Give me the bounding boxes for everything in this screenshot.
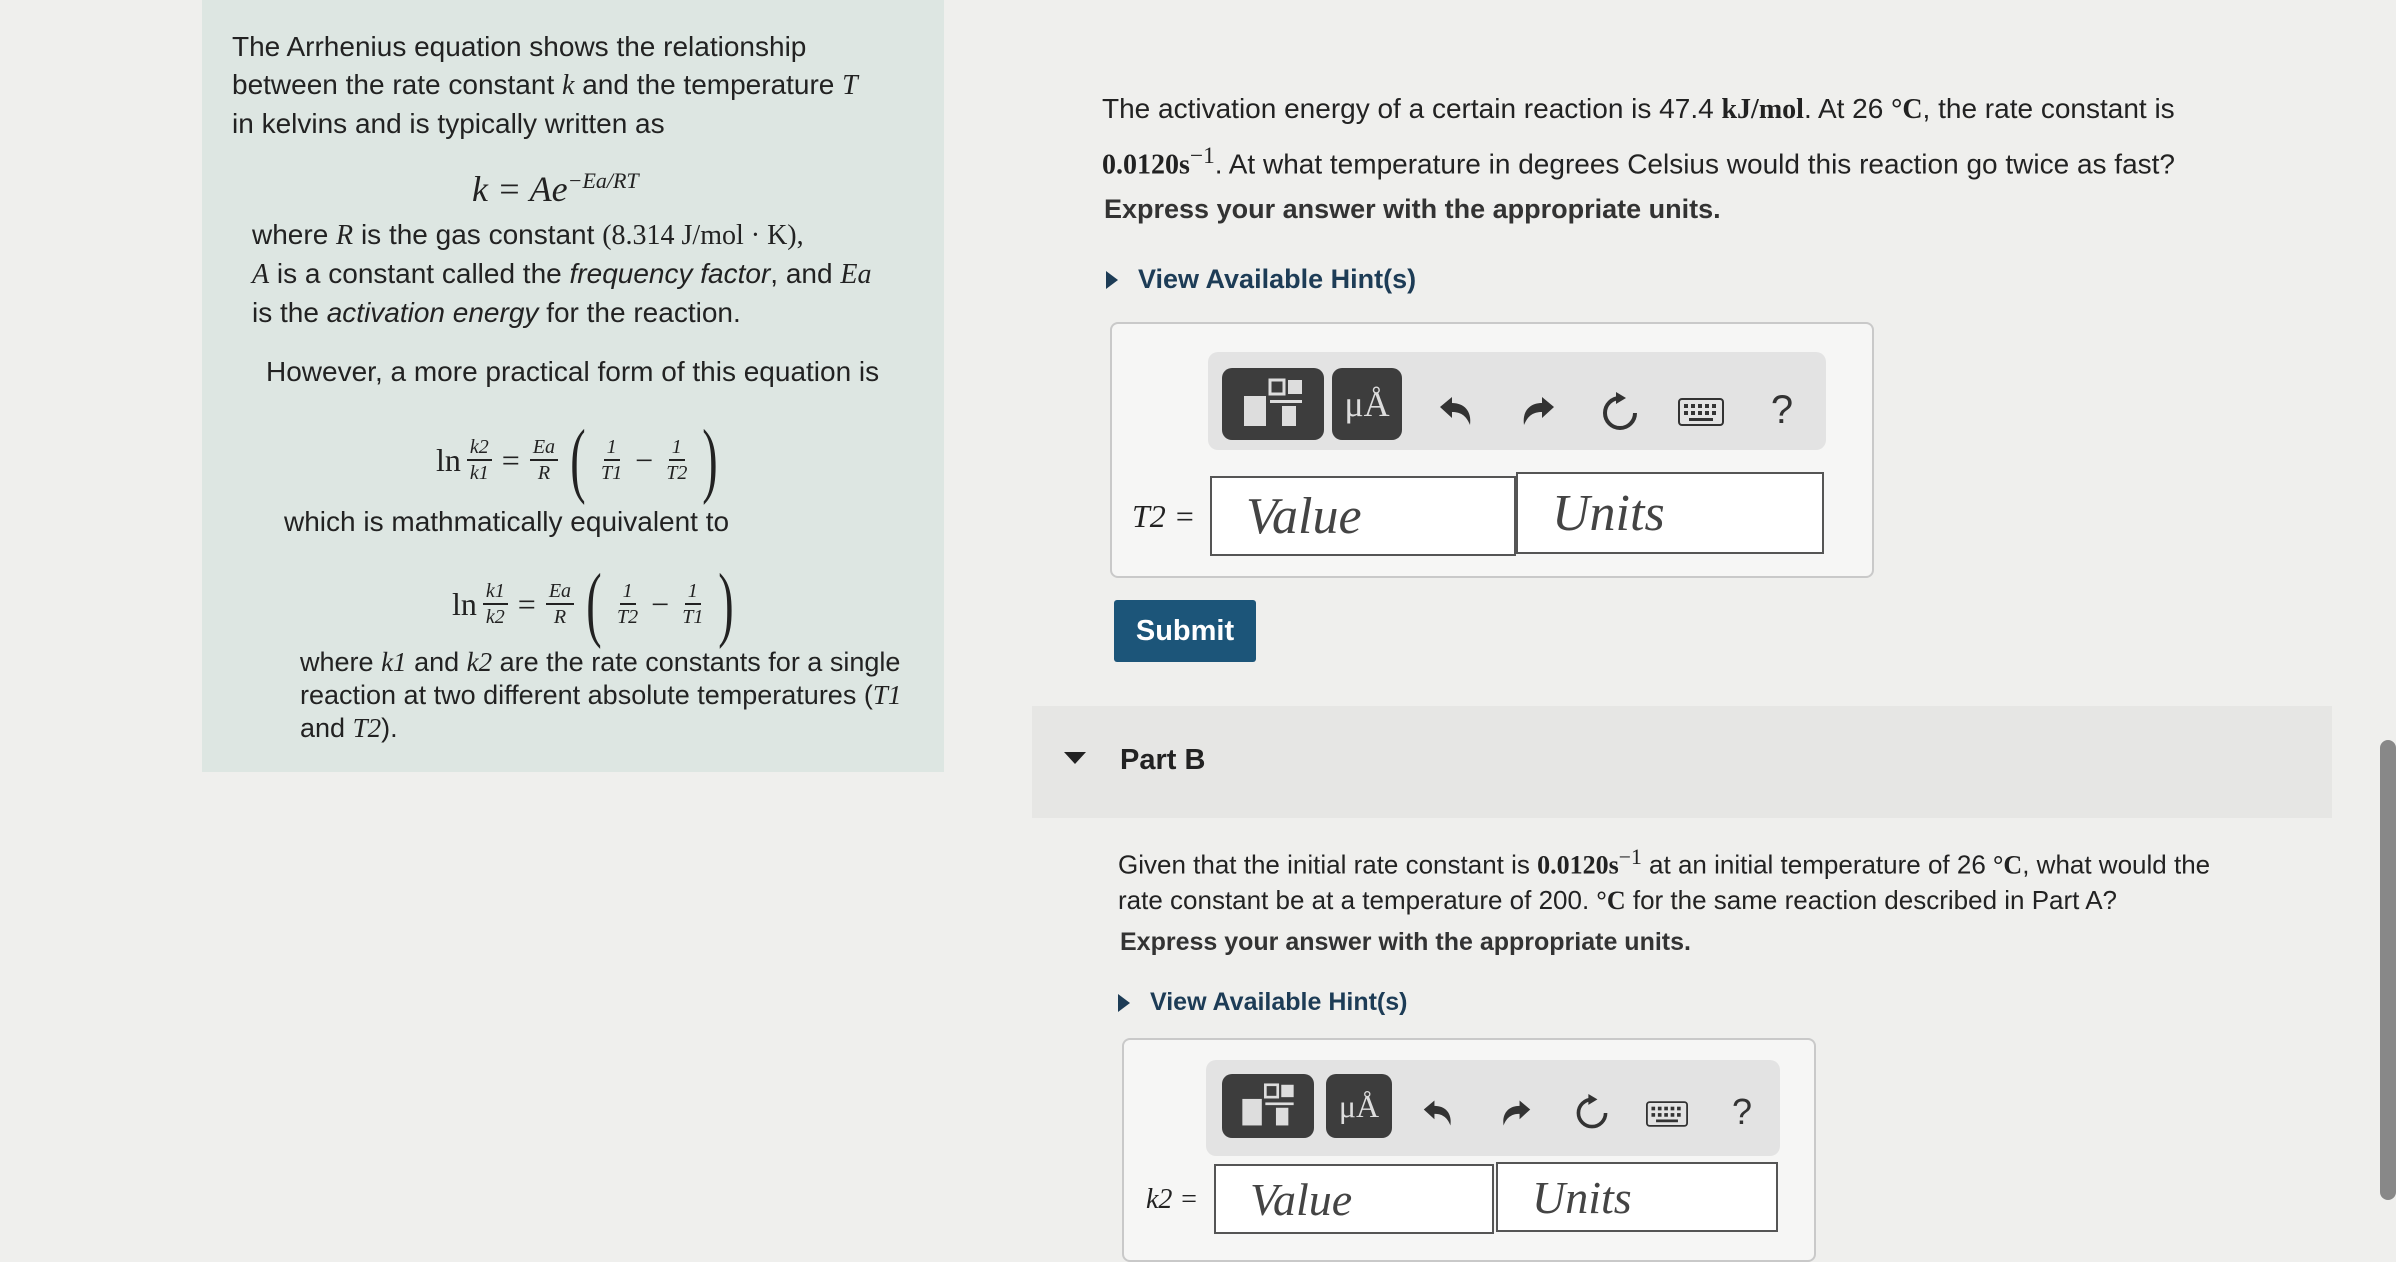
equivalent-equation: ln $\frac{k1}{k2}$ = $\frac{Ea}{R}$ ( $\frac{1}{T2}$ − $\frac{1}{T1}$ ) xyxy=(452,557,735,650)
reset-icon[interactable] xyxy=(1564,1088,1620,1138)
undo-icon[interactable] xyxy=(1428,386,1484,436)
scrollbar[interactable] xyxy=(2380,740,2396,1200)
arrhenius-equation: $k = Ae^{-Ea/RT}$ xyxy=(472,168,639,209)
part-b-units-field[interactable]: Units xyxy=(1496,1162,1778,1232)
part-b-header[interactable] xyxy=(1032,706,2332,818)
keyboard-icon[interactable] xyxy=(1676,392,1726,432)
expand-triangle-icon xyxy=(1106,271,1118,289)
rate-constants-text: where k1 and k2 are the rate constants for a single reaction at two different absolute temperatures (T1 and T2). xyxy=(300,647,902,743)
part-b-value-field[interactable]: Value xyxy=(1214,1164,1494,1234)
templates-icon[interactable] xyxy=(1222,368,1324,440)
part-a-hint-toggle[interactable]: View Available Hint(s) xyxy=(1106,264,1416,295)
intro-text: The Arrhenius equation shows the relationship between the rate constant k and the temperature T in kelvins and is typically written as xyxy=(232,31,858,139)
equivalent-text: which is mathmatically equivalent to xyxy=(284,506,730,537)
part-a-variable-label: T2 = xyxy=(1132,498,1196,534)
part-b-title[interactable]: Part B xyxy=(1120,744,1206,776)
help-icon[interactable]: ? xyxy=(1770,387,1794,432)
practical-equation: ln $\frac{k2}{k1}$ = $\frac{Ea}{R}$ ( $\frac{1}{T1}$ − $\frac{1}{T2}$ ) xyxy=(436,413,719,506)
practical-form-text: However, a more practical form of this equation is xyxy=(266,356,880,387)
part-b-hint-toggle[interactable]: View Available Hint(s) xyxy=(1118,988,1407,1017)
redo-icon[interactable] xyxy=(1510,386,1566,436)
redo-icon[interactable] xyxy=(1490,1090,1542,1136)
reset-icon[interactable] xyxy=(1590,386,1650,440)
submit-button[interactable]: Submit xyxy=(1114,600,1256,662)
part-b-variable-label: k2 = xyxy=(1146,1184,1199,1215)
part-a-value-field[interactable]: Value xyxy=(1210,476,1516,556)
part-a-units-field[interactable]: Units xyxy=(1516,472,1824,554)
help-icon[interactable]: ? xyxy=(1731,1091,1753,1132)
expand-triangle-icon xyxy=(1118,994,1130,1012)
units-icon[interactable]: μÅ xyxy=(1332,368,1402,440)
undo-icon[interactable] xyxy=(1412,1090,1464,1136)
part-a-instructions: Express your answer with the appropriate units. xyxy=(1104,194,1721,224)
collapse-triangle-icon[interactable] xyxy=(1064,752,1086,764)
templates-icon[interactable] xyxy=(1222,1074,1314,1138)
definitions-text: where R is the gas constant (8.314 J/mol · K), A is a constant called the frequency factor, and Ea is the activation energy for the reaction. xyxy=(252,219,872,328)
part-a-question: The activation energy of a certain reaction is 47.4 kJ/mol. At 26 °C, the rate constant is $0.0120s^{-1}$. At what temperature in degrees Celsius would this reaction go twice as fast? xyxy=(1102,93,2176,181)
part-b-instructions: Express your answer with the appropriate units. xyxy=(1120,928,1691,956)
units-icon[interactable]: μÅ xyxy=(1326,1074,1392,1138)
keyboard-icon[interactable] xyxy=(1644,1096,1690,1132)
part-b-question: Given that the initial rate constant is $0.0120s^{-1}$ at an initial temperature of 26 °C, what would the rate constant be at a temperature of 200. °C for the same reaction described in Part A? xyxy=(1118,845,2211,915)
